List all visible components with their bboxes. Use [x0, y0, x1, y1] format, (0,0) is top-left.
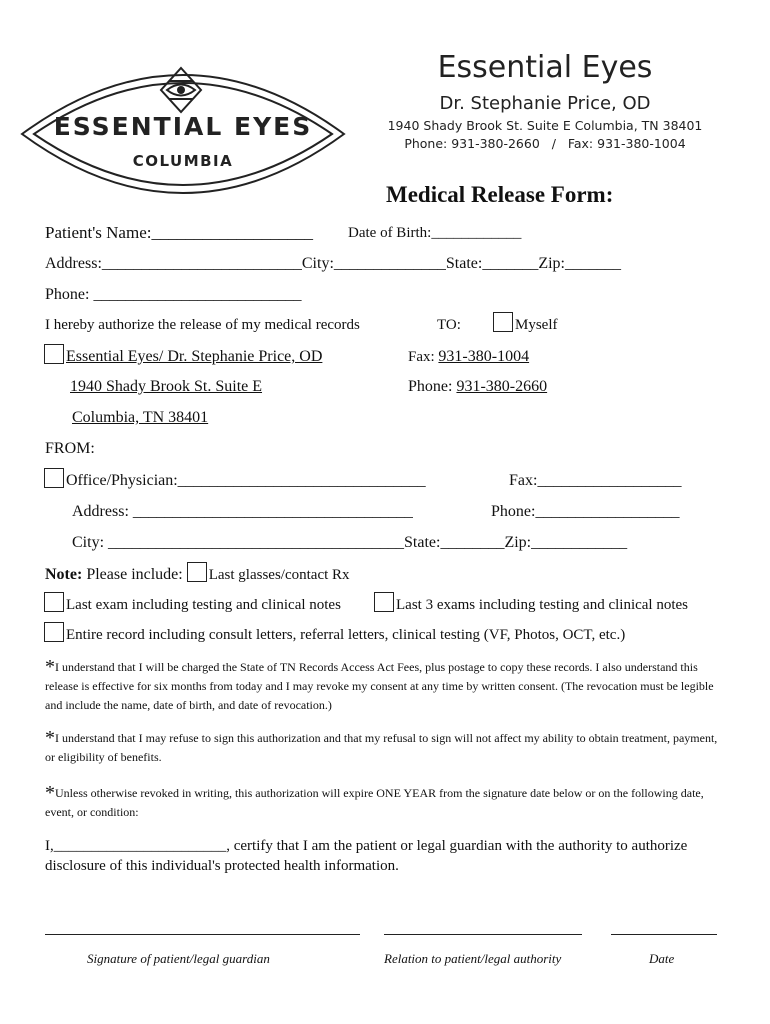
paragraph-refuse-text: I understand that I may refuse to sign this authorization and that my refusal to sign will not affect my ability to obtain treatment, payment, or eligibility of benefits. [45, 731, 718, 764]
certify-statement[interactable]: I,_______________________, certify that I am the patient or legal guardian with the authority to authorize disclosure of this individual's protected health information. [45, 838, 688, 874]
entire-record-checkbox[interactable] [44, 622, 64, 642]
myself-option[interactable] [493, 312, 558, 334]
myself-checkbox[interactable] [493, 312, 513, 332]
date-line[interactable] [611, 934, 717, 935]
form-title: Medical Release Form: [386, 182, 614, 207]
from-office-field[interactable]: Office/Physician:_______________________________ [66, 472, 426, 489]
entire-record-label: Entire record including consult letters, referral letters, clinical testing (VF, Photos, OCT, etc.) [66, 627, 626, 643]
asterisk-icon: * [45, 656, 55, 678]
last-exam-option[interactable] [44, 592, 341, 614]
phone-field[interactable]: Phone: __________________________ [45, 286, 302, 303]
note-line [45, 562, 350, 584]
last-3-exams-option[interactable] [374, 592, 688, 614]
to-phone-number: 931-380-2660 [456, 378, 548, 395]
note-label: Note: [45, 566, 83, 583]
myself-label: Myself [515, 317, 558, 333]
to-street: 1940 Shady Brook St. Suite E [70, 378, 263, 395]
relation-label: Relation to patient/legal authority [384, 951, 562, 966]
patient-name-field[interactable]: Patient's Name:___________________ [45, 223, 313, 242]
to-phone-label: Phone: [408, 378, 457, 395]
to-checkbox[interactable] [44, 344, 64, 364]
paragraph-expire [45, 784, 725, 822]
from-address-field[interactable]: Address: ___________________________________ [72, 503, 413, 520]
to-fax [408, 348, 529, 366]
signature-line[interactable] [45, 934, 360, 935]
note-text: Please include: [82, 566, 187, 583]
signature-label: Signature of patient/legal guardian [87, 951, 270, 966]
practice-name: Essential Eyes [437, 50, 653, 85]
to-city: Columbia, TN 38401 [72, 409, 209, 426]
from-checkbox[interactable] [44, 468, 64, 488]
paragraph-fees-text: I understand that I will be charged the State of TN Records Access Act Fees, plus postage to copy these records. I also understand this release is effective for six months from today and I may revoke my consent at any time by written consent. (The revocation must be legible and include the name, date of birth, and date of revocation.) [45, 660, 714, 712]
to-fax-number: 931-380-1004 [438, 348, 530, 365]
logo [18, 56, 348, 206]
logo-line2: COLUMBIA [132, 152, 234, 170]
glasses-rx-label: Last glasses/contact Rx [208, 567, 350, 583]
to-essential-eyes-option[interactable] [44, 344, 322, 366]
from-label: FROM: [45, 440, 95, 457]
paragraph-refuse [45, 729, 725, 767]
asterisk-icon: * [45, 727, 55, 749]
from-phone-field[interactable]: Phone:__________________ [491, 503, 680, 520]
paragraph-expire-text: Unless otherwise revoked in writing, this authorization will expire ONE YEAR from the signature date below or on the following date, event, or condition: [45, 786, 704, 819]
last-3-exams-label: Last 3 exams including testing and clinical notes [396, 597, 689, 613]
to-fax-label: Fax: [408, 349, 439, 365]
last-exam-label: Last exam including testing and clinical notes [66, 597, 341, 613]
from-fax-field[interactable]: Fax:__________________ [509, 472, 682, 489]
authorize-text: I hereby authorize the release of my medical records [45, 317, 360, 333]
entire-record-option[interactable] [44, 622, 625, 644]
practice-contact: Phone: 931-380-2660 / Fax: 931-380-1004 [404, 136, 686, 151]
glasses-rx-checkbox[interactable] [187, 562, 207, 582]
paragraph-fees [45, 658, 725, 715]
asterisk-icon: * [45, 782, 55, 804]
last-3-exams-checkbox[interactable] [374, 592, 394, 612]
from-office-option[interactable] [44, 468, 426, 490]
dob-field[interactable]: Date of Birth:____________ [348, 225, 522, 241]
logo-line1: ESSENTIAL EYES [53, 112, 313, 141]
from-city-field[interactable]: City: _____________________________________State:________Zip:____________ [72, 534, 628, 551]
to-name: Essential Eyes/ Dr. Stephanie Price, OD [66, 348, 323, 365]
address-field[interactable]: Address:_________________________City:______________State:_______Zip:_______ [45, 255, 621, 272]
date-label: Date [649, 951, 675, 966]
relation-line[interactable] [384, 934, 582, 935]
to-phone [408, 378, 547, 396]
doctor-name: Dr. Stephanie Price, OD [439, 93, 651, 114]
to-label: TO: [437, 317, 461, 333]
practice-address: 1940 Shady Brook St. Suite E Columbia, TN 38401 [387, 118, 703, 133]
last-exam-checkbox[interactable] [44, 592, 64, 612]
